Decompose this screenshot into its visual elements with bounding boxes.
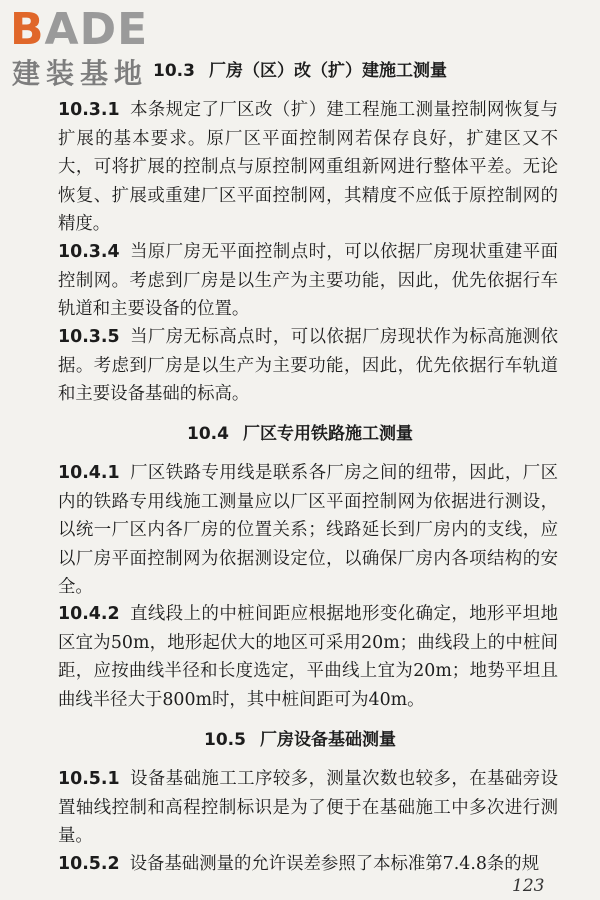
clause-number: 10.3.5 (58, 327, 120, 347)
clause-10-3-1 (58, 96, 558, 239)
watermark-brand-accent: B (10, 4, 45, 55)
watermark-subtitle: 建装基地 (12, 57, 149, 90)
section-title: 厂房（区）改（扩）建施工测量 (208, 61, 447, 81)
clause-10-3-4 (58, 238, 558, 324)
clause-10-5-2 (58, 850, 558, 879)
clause-text: 设备基础施工工序较多，测量次数也较多，在基础旁设置轴线控制和高程控制标识是为了便于在基础施工中多次进行测量。 (58, 769, 558, 846)
clause-text: 设备基础测量的允许误差参照了本标准第7.4.8条的规 (129, 854, 540, 874)
clause-10-3-5 (58, 323, 558, 409)
section-heading-10-5 (0, 729, 600, 751)
clause-number: 10.5.2 (58, 854, 120, 874)
page-number: 123 (512, 876, 545, 896)
section-number: 10.4 (187, 424, 229, 444)
section-number: 10.5 (204, 730, 246, 750)
clause-text: 本条规定了厂区改（扩）建工程施工测量控制网恢复与扩展的基本要求。原厂区平面控制网若保存良好，扩建区又不大，可将扩展的控制点与原控制网重组新网进行整体平差。无论恢复、扩展或重建厂区平面控制网，其精度不应低于原控制网的精度。 (58, 100, 558, 234)
section-number: 10.3 (153, 61, 195, 81)
section-heading-10-4 (0, 423, 600, 445)
clause-10-4-1 (58, 459, 558, 602)
clause-number: 10.4.1 (58, 463, 120, 483)
clause-text: 当厂房无标高点时，可以依据厂房现状作为标高施测依据。考虑到厂房是以生产为主要功能，因此，优先依据行车轨道和主要设备基础的标高。 (58, 327, 558, 404)
clause-10-4-2 (58, 600, 558, 714)
clause-text: 厂区铁路专用线是联系各厂房之间的纽带，因此，厂区内的铁路专用线施工测量应以厂区平面控制网为依据进行测设，以统一厂区内各厂房的位置关系；线路延长到厂房内的支线，应以厂房平面控制网为依据测设定位，以确保厂房内各项结构的安全。 (58, 463, 558, 597)
watermark-brand-rest: ADE (44, 4, 149, 55)
clause-text: 直线段上的中桩间距应根据地形变化确定，地形平坦地区宜为50m，地形起伏大的地区可采用20m；曲线段上的中桩间距，应按曲线半径和长度选定，平曲线上宜为20m；地势平坦且曲线半径大于800m时，其中桩间距可为40m。 (58, 604, 558, 710)
section-title: 厂房设备基础测量 (259, 730, 396, 750)
clause-number: 10.4.2 (58, 604, 120, 624)
clause-number: 10.5.1 (58, 769, 120, 789)
clause-number: 10.3.4 (58, 242, 120, 262)
watermark-brand (10, 6, 148, 54)
clause-number: 10.3.1 (58, 100, 120, 120)
section-title: 厂区专用铁路施工测量 (242, 424, 413, 444)
clause-text: 当原厂房无平面控制点时，可以依据厂房现状重建平面控制网。考虑到厂房是以生产为主要功能，因此，优先依据行车轨道和主要设备的位置。 (58, 242, 558, 319)
clause-10-5-1 (58, 765, 558, 851)
bade-watermark-logo (10, 6, 190, 96)
